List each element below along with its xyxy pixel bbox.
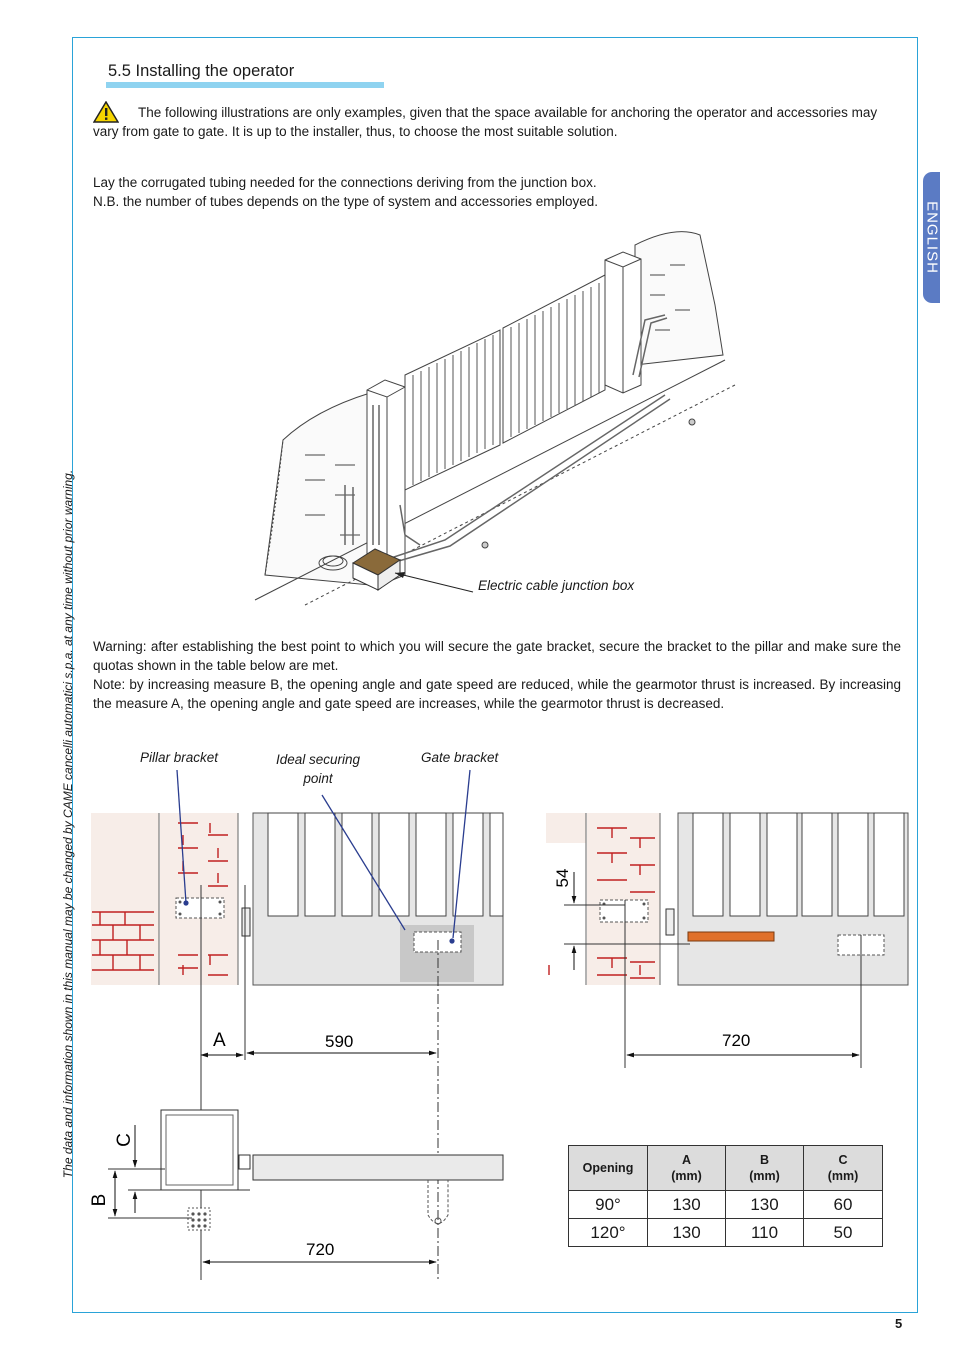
gate-bracket-label: Gate bracket xyxy=(421,750,499,765)
table-header-b: B (mm) xyxy=(726,1146,804,1191)
bracket-warning: Warning: after establishing the best point to which you will secure the gate bracket, secure the bracket to the pillar and make sure the quotas shown in the table below are met. xyxy=(93,639,901,674)
section-title: 5.5 Installing the operator xyxy=(108,62,295,80)
table-row xyxy=(569,1219,883,1247)
dim-720-right-label: 720 xyxy=(722,1031,751,1050)
table-cell: 90° xyxy=(569,1191,648,1219)
table-cell: 130 xyxy=(726,1191,804,1219)
dim-a-label: A xyxy=(213,1030,226,1051)
page-number: 5 xyxy=(895,1316,903,1331)
table-cell: 120° xyxy=(569,1219,648,1247)
measure-note: Note: by increasing measure B, the opening angle and gate speed are reduced, while the gearmotor thrust is increased. By increasing the measure A, the opening angle and gate speed are increases, while the gearmotor thrust is decreased. xyxy=(93,677,901,712)
dim-54-label: 54 xyxy=(553,868,572,888)
table-header-opening: Opening xyxy=(569,1146,648,1191)
language-tab-label: ENGLISH xyxy=(923,201,941,274)
junction-box-caption: Electric cable junction box xyxy=(478,578,635,593)
table-header-a: A (mm) xyxy=(648,1146,726,1191)
dim-590-label: 590 xyxy=(325,1032,354,1051)
ideal-point-label: Ideal securing point xyxy=(275,752,361,786)
table-row xyxy=(569,1191,883,1219)
dim-720-bottom-label: 720 xyxy=(306,1240,335,1259)
table-header-c: C (mm) xyxy=(804,1146,883,1191)
tubing-line-2: N.B. the number of tubes depends on the type of system and accessories employed. xyxy=(93,194,599,209)
table-cell: 110 xyxy=(726,1219,804,1247)
warning-paragraph: The following illustrations are only examples, given that the space available for anchoring the operator and accessories may vary from gate to gate. It is up to the installer, thus, to choose the most suitable solution. xyxy=(93,105,878,140)
opening-dimensions-table xyxy=(568,1145,883,1247)
table-cell: 130 xyxy=(648,1219,726,1247)
table-cell: 130 xyxy=(648,1191,726,1219)
tubing-line-1: Lay the corrugated tubing needed for the connections deriving from the junction box. xyxy=(93,175,597,190)
table-cell: 50 xyxy=(804,1219,883,1247)
table-cell: 60 xyxy=(804,1191,883,1219)
dim-b-label: B xyxy=(89,1193,110,1207)
pillar-bracket-label: Pillar bracket xyxy=(140,750,219,765)
dim-c-label: C xyxy=(114,1133,135,1147)
disclaimer-vertical: The data and information shown in this manual may be changed by CAME cancelli automatici s.p.a. at any time without prior warning. xyxy=(61,469,75,1179)
